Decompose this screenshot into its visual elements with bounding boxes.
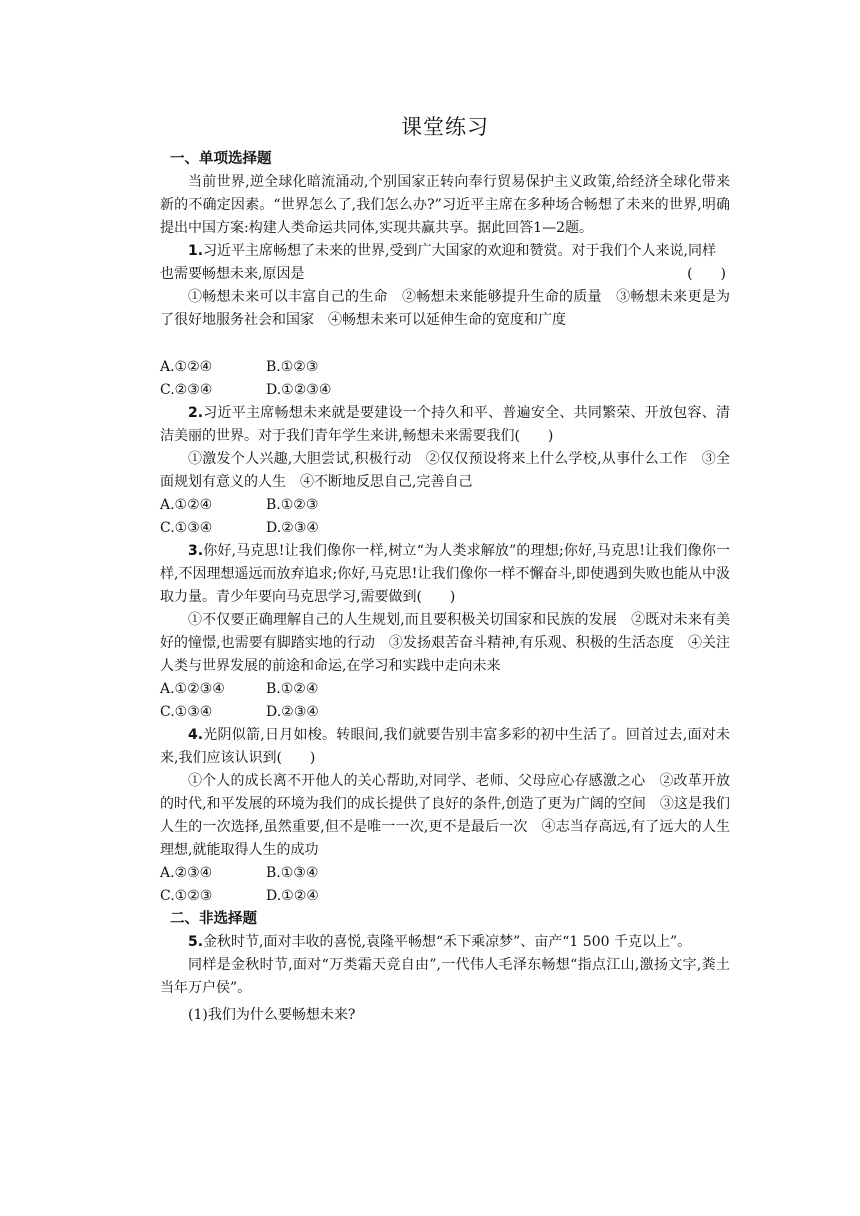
- option-b: B.①②③: [266, 497, 319, 513]
- section-heading-non-choice: 二、非选择题: [170, 911, 257, 927]
- question-number: 2.: [188, 405, 204, 421]
- page-title: 课堂练习: [401, 115, 489, 139]
- section-heading-single-choice: 一、单项选择题: [170, 151, 272, 167]
- option-c: C.②③④: [160, 382, 213, 398]
- question-statements: ①激发个人兴趣,大胆尝试,积极行动 ②仅仅预设将来上什么学校,从事什么工作 ③全面规划有意义的人生 ④不断地反思自己,完善自己: [160, 451, 730, 490]
- question-number: 4.: [188, 727, 204, 743]
- question-3: [160, 540, 730, 724]
- option-c: C.①③④: [160, 520, 213, 536]
- question-stem: 习近平主席畅想未来就是要建设一个持久和平、普遍安全、共同繁荣、开放包容、清洁美丽的世界。对于我们青年学生来讲,畅想未来需要我们( ): [160, 405, 730, 444]
- question-2: [160, 402, 730, 540]
- option-d: D.①②④: [266, 888, 319, 904]
- option-a: A.①②④: [160, 497, 213, 513]
- question-1: [160, 240, 730, 402]
- option-b: B.①②④: [266, 681, 319, 697]
- material-1: 金秋时节,面对丰收的喜悦,袁隆平畅想“禾下乘凉梦”、亩产“1 500 千克以上”。: [203, 934, 692, 950]
- question-stem: 光阴似箭,日月如梭。转眼间,我们就要告别丰富多彩的初中生活了。回首过去,面对未来,我们应该认识到( ): [160, 727, 730, 766]
- question-statements: ①不仅要正确理解自己的人生规划,而且要积极关切国家和民族的发展 ②既对未来有美好的憧憬,也需要有脚踏实地的行动 ③发扬艰苦奋斗精神,有乐观、积极的生活态度 ④关注人类与世界发展的前途和命运,在学习和实践中走向未来: [160, 612, 730, 674]
- option-list: [160, 678, 730, 724]
- option-b: B.①②③: [266, 359, 319, 375]
- option-d: D.①②③④: [266, 382, 332, 398]
- question-statements: ①个人的成长离不开他人的关心帮助,对同学、老师、父母应心存感激之心 ②改革开放的时代,和平发展的环境为我们的成长提供了良好的条件,创造了更为广阔的空间 ③这是我们人生的一次选择,虽然重要,但不是唯一一次,更不是最后一次 ④志当存高远,有了远大的人生理想,就能取得人生的成功: [160, 773, 730, 858]
- option-list: [160, 494, 730, 540]
- answer-blank: ( ): [687, 266, 726, 282]
- option-a: A.①②④: [160, 359, 213, 375]
- option-list: [160, 862, 730, 908]
- option-a: A.②③④: [160, 865, 213, 881]
- question-4: [160, 724, 730, 908]
- question-5: [160, 931, 730, 1027]
- intro-passage: 当前世界,逆全球化暗流涌动,个别国家正转向奉行贸易保护主义政策,给经济全球化带来新的不确定因素。“世界怎么了,我们怎么办?”习近平主席在多种场合畅想了未来的世界,明确提出中国方案:构建人类命运共同体,实现共赢共享。据此回答1—2题。: [160, 174, 730, 236]
- question-number: 5.: [188, 934, 204, 950]
- question-number: 1.: [188, 243, 204, 259]
- option-list: [160, 356, 730, 402]
- option-a: A.①②③④: [160, 681, 225, 697]
- question-stem-cont: 也需要畅想未来,原因是: [160, 266, 305, 282]
- question-stem: 习近平主席畅想了未来的世界,受到广大国家的欢迎和赞赏。对于我们个人来说,同样: [203, 243, 716, 259]
- option-d: D.②③④: [266, 704, 319, 720]
- worksheet-page: [160, 112, 730, 1027]
- option-d: D.②③④: [266, 520, 319, 536]
- option-c: C.①②③: [160, 888, 213, 904]
- option-b: B.①③④: [266, 865, 319, 881]
- sub-question-1: (1)我们为什么要畅想未来?: [188, 1007, 356, 1023]
- option-c: C.①③④: [160, 704, 213, 720]
- question-stem: 你好,马克思!让我们像你一样,树立“为人类求解放”的理想;你好,马克思!让我们像你一样,不因理想遥远而放弃追求;你好,马克思!让我们像你一样不懈奋斗,即使遇到失败也能从中汲取力量。青少年要向马克思学习,需要做到( ): [160, 543, 730, 605]
- material-2: 同样是金秋时节,面对“万类霜天竞自由”,一代伟人毛泽东畅想“指点江山,激扬文字,粪土当年万户侯”。: [160, 957, 730, 996]
- question-number: 3.: [188, 543, 204, 559]
- question-statements: ①畅想未来可以丰富自己的生命 ②畅想未来能够提升生命的质量 ③畅想未来更是为了很好地服务社会和国家 ④畅想未来可以延伸生命的宽度和广度: [160, 289, 730, 328]
